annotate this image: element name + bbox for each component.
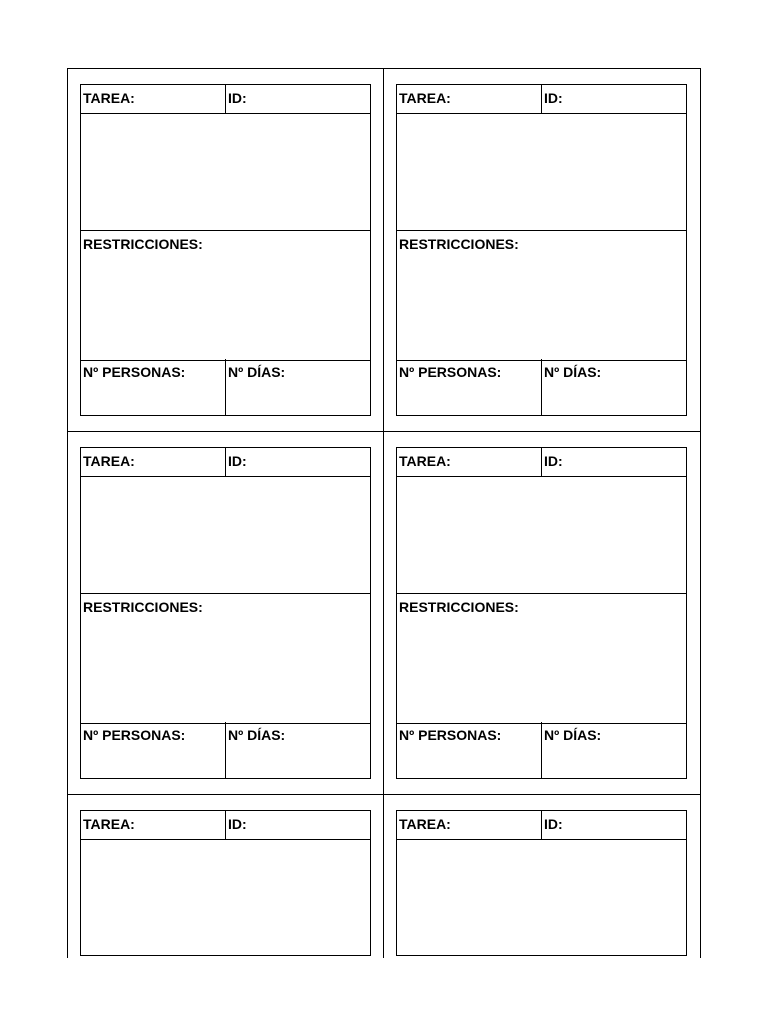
restricciones-label: RESTRICCIONES:	[83, 236, 203, 252]
restricciones-area[interactable]	[81, 230, 370, 361]
dias-label: Nº DÍAS:	[544, 727, 602, 743]
card-header-row	[397, 85, 686, 114]
personas-label: Nº PERSONAS:	[83, 364, 186, 380]
card-footer-row	[397, 722, 686, 779]
task-card	[396, 447, 687, 779]
card-header-row	[81, 811, 370, 840]
id-cell[interactable]	[542, 448, 686, 476]
task-card	[396, 810, 687, 956]
tarea-label: TAREA:	[83, 816, 135, 832]
tarea-cell[interactable]	[397, 811, 542, 839]
dias-cell[interactable]	[542, 722, 686, 779]
task-description-area[interactable]	[81, 113, 370, 230]
card-footer-row	[81, 722, 370, 779]
id-label: ID:	[228, 453, 247, 469]
id-label: ID:	[544, 90, 563, 106]
personas-label: Nº PERSONAS:	[83, 727, 186, 743]
id-label: ID:	[544, 453, 563, 469]
task-card	[80, 84, 371, 416]
dias-label: Nº DÍAS:	[228, 727, 286, 743]
tarea-cell[interactable]	[81, 448, 226, 476]
personas-cell[interactable]	[81, 359, 226, 416]
restricciones-label: RESTRICCIONES:	[83, 599, 203, 615]
tarea-label: TAREA:	[83, 453, 135, 469]
tarea-label: TAREA:	[83, 90, 135, 106]
restricciones-area[interactable]	[397, 230, 686, 361]
dias-cell[interactable]	[226, 359, 370, 416]
tarea-cell[interactable]	[81, 85, 226, 113]
task-description-area[interactable]	[397, 113, 686, 230]
dias-cell[interactable]	[542, 359, 686, 416]
task-description-area[interactable]	[81, 839, 370, 956]
tarea-cell[interactable]	[397, 85, 542, 113]
personas-cell[interactable]	[397, 722, 542, 779]
personas-label: Nº PERSONAS:	[399, 364, 502, 380]
id-label: ID:	[228, 90, 247, 106]
personas-cell[interactable]	[397, 359, 542, 416]
grid-horizontal-divider	[67, 794, 701, 795]
id-cell[interactable]	[542, 811, 686, 839]
tarea-cell[interactable]	[397, 448, 542, 476]
card-footer-row	[81, 359, 370, 416]
tarea-label: TAREA:	[399, 453, 451, 469]
task-description-area[interactable]	[397, 839, 686, 956]
grid-horizontal-divider	[67, 431, 701, 432]
task-card	[80, 447, 371, 779]
id-cell[interactable]	[226, 85, 370, 113]
dias-cell[interactable]	[226, 722, 370, 779]
card-header-row	[397, 448, 686, 477]
task-description-area[interactable]	[397, 476, 686, 593]
dias-label: Nº DÍAS:	[228, 364, 286, 380]
card-header-row	[81, 85, 370, 114]
restricciones-label: RESTRICCIONES:	[399, 599, 519, 615]
card-footer-row	[397, 359, 686, 416]
id-cell[interactable]	[226, 448, 370, 476]
restricciones-area[interactable]	[81, 593, 370, 724]
task-card	[80, 810, 371, 956]
id-cell[interactable]	[542, 85, 686, 113]
id-label: ID:	[228, 816, 247, 832]
tarea-cell[interactable]	[81, 811, 226, 839]
tarea-label: TAREA:	[399, 90, 451, 106]
dias-label: Nº DÍAS:	[544, 364, 602, 380]
personas-cell[interactable]	[81, 722, 226, 779]
personas-label: Nº PERSONAS:	[399, 727, 502, 743]
id-cell[interactable]	[226, 811, 370, 839]
grid-vertical-divider	[383, 68, 384, 958]
tarea-label: TAREA:	[399, 816, 451, 832]
card-header-row	[397, 811, 686, 840]
restricciones-area[interactable]	[397, 593, 686, 724]
task-card	[396, 84, 687, 416]
restricciones-label: RESTRICCIONES:	[399, 236, 519, 252]
task-description-area[interactable]	[81, 476, 370, 593]
id-label: ID:	[544, 816, 563, 832]
card-header-row	[81, 448, 370, 477]
